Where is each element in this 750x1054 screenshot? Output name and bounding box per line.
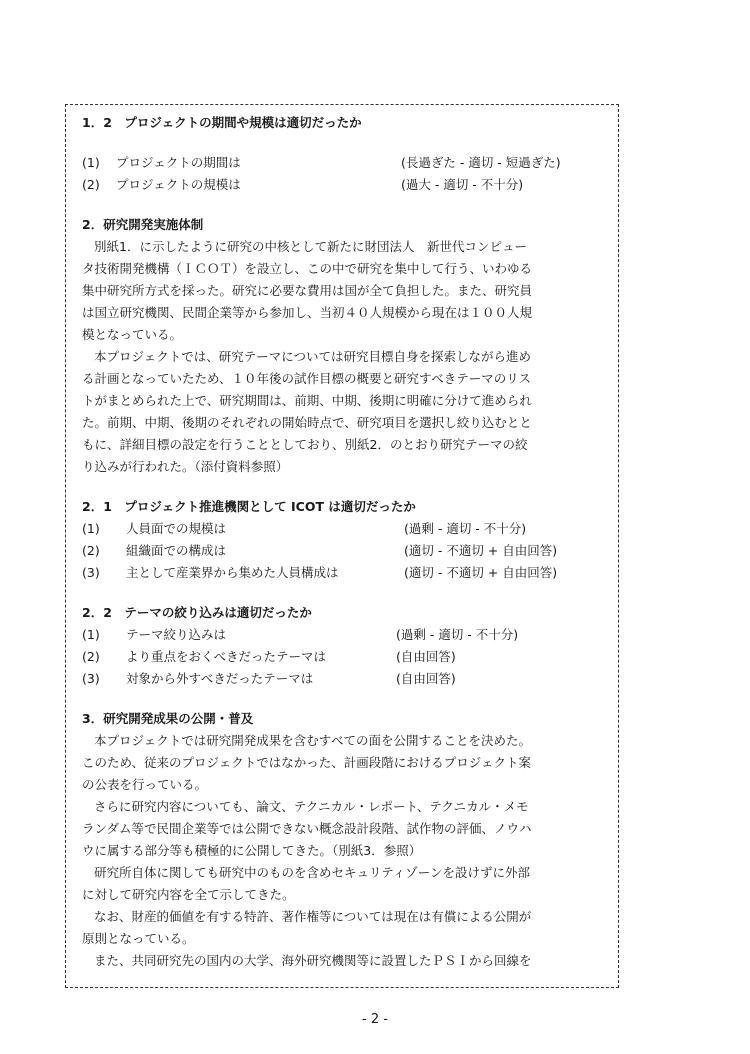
question-number: (3) xyxy=(82,671,100,686)
paragraph-line: トがまとめられた上で、研究期間は、前期、中期、後期に明確に分けて進められ xyxy=(82,393,532,408)
paragraph-line: なお、財産的価値を有する特許、著作権等については現在は有償による公開が xyxy=(94,909,532,924)
answer-choices: (長過ぎた - 適切 - 短過ぎた) xyxy=(401,155,561,170)
paragraph-line: また、共同研究先の国内の大学、海外研究機関等に設置したＰＳＩから回線を xyxy=(94,953,532,968)
section-2-heading: 2．研究開発実施体制 xyxy=(82,217,204,232)
question-number: (2) xyxy=(82,543,100,558)
paragraph-line: の公表を行っている。 xyxy=(82,777,208,792)
paragraph-line: 別紙1．に示したように研究の中核として新たに財団法人 新世代コンピュー xyxy=(94,239,527,254)
section-2-2-heading: 2．2 テーマの絞り込みは適切だったか xyxy=(82,605,312,620)
paragraph-line: 本プロジェクトでは研究開発成果を含むすべての面を公開することを決めた。 xyxy=(94,733,532,748)
paragraph-line: る計画となっていたため、１０年後の試作目標の概要と研究すべきテーマのリス xyxy=(82,371,532,386)
section-2-1-heading: 2．1 プロジェクト推進機関として ICOT は適切だったか xyxy=(82,499,416,514)
question-label: プロジェクトの期間は xyxy=(116,155,241,170)
answer-choices: (適切 - 不適切 + 自由回答) xyxy=(404,565,558,580)
question-row xyxy=(82,624,610,646)
answer-choices: (自由回答) xyxy=(396,649,456,664)
answer-choices: (過剰 - 適切 - 不十分) xyxy=(404,521,527,536)
paragraph-line: 模となっている。 xyxy=(82,327,183,342)
question-row xyxy=(82,152,610,174)
question-number: (3) xyxy=(82,565,100,580)
question-label: 組織面での構成は xyxy=(126,543,227,558)
question-label: 主として産業界から集めた人員構成は xyxy=(126,565,339,580)
question-number: (2) xyxy=(82,177,100,192)
question-number: (1) xyxy=(82,521,100,536)
paragraph-line: 集中研究所方式を採った。研究に必要な費用は国が全て負担した。また、研究員 xyxy=(82,283,533,298)
paragraph-line: り込みが行われた。（添付資料参照） xyxy=(82,459,289,474)
paragraph-line: 原則となっている。 xyxy=(82,931,195,946)
paragraph-line: ランダム等で民間企業等では公開できない概念設計段階、試作物の評価、ノウハ xyxy=(82,821,532,836)
question-row xyxy=(82,174,610,196)
paragraph-line: 本プロジェクトでは、研究テーマについては研究目標自身を探索しながら進め xyxy=(94,349,532,364)
question-number: (1) xyxy=(82,627,100,642)
question-number: (2) xyxy=(82,649,100,664)
question-row xyxy=(82,562,610,584)
question-label: より重点をおくべきだったテーマは xyxy=(126,649,327,664)
answer-choices: (過大 - 適切 - 不十分) xyxy=(401,177,524,192)
paragraph-line: は国立研究機関、民間企業等から参加し、当初４０人規模から現在は１００人規 xyxy=(82,305,533,320)
question-label: プロジェクトの規模は xyxy=(116,177,241,192)
paragraph-line: に対して研究内容を全て示してきた。 xyxy=(82,887,295,902)
question-row xyxy=(82,518,610,540)
paragraph-line: ウに属する部分等も積極的に公開してきた。（別紙3．参照） xyxy=(82,843,422,858)
paragraph-line: タ技術開発機構（ＩＣＯＴ）を設立し、この中で研究を集中して行う、いわゆる xyxy=(82,261,533,276)
section-3-heading: 3．研究開発成果の公開・普及 xyxy=(82,711,254,726)
paragraph-line: 研究所自体に関しても研究中のものを含めセキュリティゾーンを設けずに外部 xyxy=(94,865,531,880)
answer-choices: (適切 - 不適切 + 自由回答) xyxy=(404,543,558,558)
question-row xyxy=(82,646,610,668)
question-label: 人員面での規模は xyxy=(126,521,227,536)
question-row xyxy=(82,540,610,562)
answer-choices: (自由回答) xyxy=(396,671,456,686)
paragraph-line: もに、詳細目標の設定を行うこととしており、別紙2．のとおり研究テーマの絞 xyxy=(82,437,528,452)
paragraph-line: このため、従来のプロジェクトではなかった、計画段階におけるプロジェクト案 xyxy=(82,755,532,770)
page-number: - 2 - xyxy=(362,1012,388,1027)
paragraph-line: た。前期、中期、後期のそれぞれの開始時点で、研究項目を選択し絞り込むとと xyxy=(82,415,532,430)
question-row xyxy=(82,668,610,690)
section-1-2-heading: 1．2 プロジェクトの期間や規模は適切だったか xyxy=(82,115,362,130)
answer-choices: (過剰 - 適切 - 不十分) xyxy=(396,627,519,642)
paragraph-line: さらに研究内容についても、論文、テクニカル・レポート、テクニカル・メモ xyxy=(94,799,529,814)
question-label: テーマ絞り込みは xyxy=(126,627,227,642)
question-number: (1) xyxy=(82,155,100,170)
question-label: 対象から外すべきだったテーマは xyxy=(126,671,314,686)
document-body xyxy=(82,112,610,972)
